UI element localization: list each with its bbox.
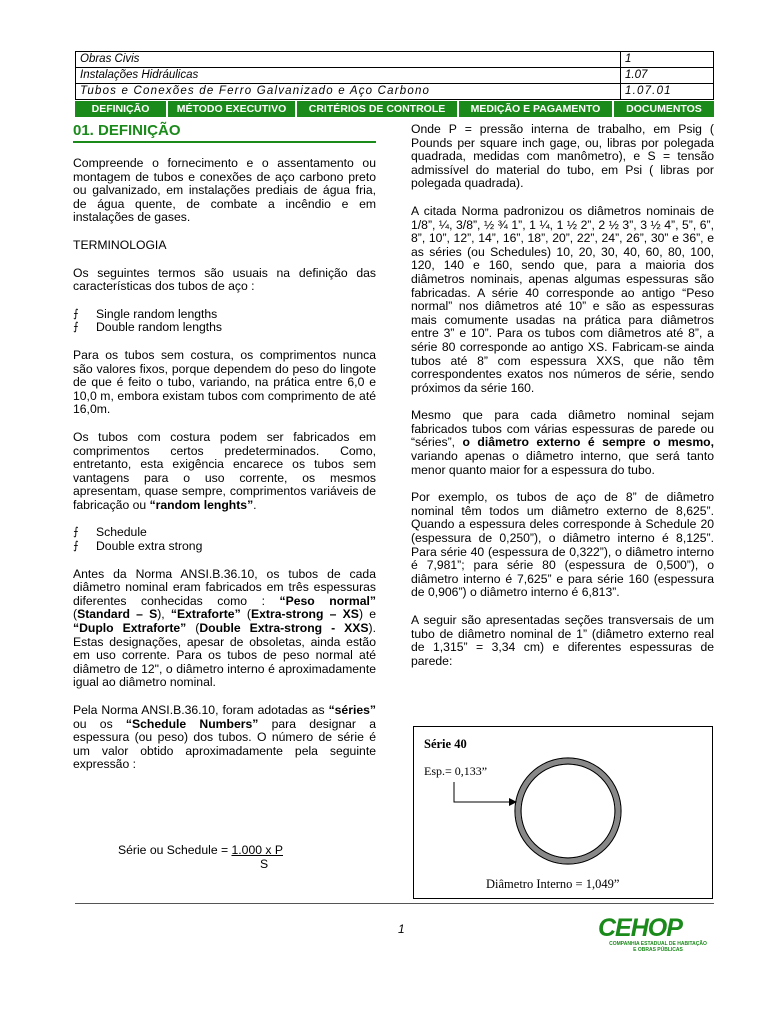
header-item-code: 1.07.01 <box>621 84 714 100</box>
paragraph-norma-series: Pela Norma ANSI.B.36.10, foram adotadas as “séries” ou os “Schedule Numbers” para designar a espessura (ou peso) dos tubos. O número de série é um valor obtido aproximadamente pela seguinte expressão : <box>73 703 376 772</box>
header-subcategory-code: 1.07 <box>621 68 714 84</box>
formula-denominator: S <box>260 857 269 871</box>
header-subcategory: Instalações Hidráulicas <box>76 68 621 84</box>
page-number: 1 <box>398 922 405 936</box>
logo-name: CEHOP <box>598 914 682 942</box>
figure-caption: Diâmetro Interno = 1,049” <box>486 877 620 891</box>
logo-subtitle-2: E OBRAS PÚBLICAS <box>633 947 683 953</box>
paragraph-welded: Os tubos com costura podem ser fabricados em comprimentos certos predeterminados. Como, entretanto, esta exigência encarece os tubos sem vantagens para o uso corrente, os mesmos apresentam, quase sempre, comprimentos variáveis de fabricação ou “random lenghts”. <box>73 429 376 512</box>
paragraph-terms-intro: Os seguintes termos são usuais na definição das características dos tubos de aço : <box>73 265 376 294</box>
tab-definicao[interactable]: DEFINIÇÃO <box>75 101 166 117</box>
section-title: 01. DEFINIÇÃO <box>73 122 376 143</box>
paragraph-diameters: A citada Norma padronizou os diâmetros nominais de 1/8”, ¼, 3/8”, ½ ¾ 1”, 1 ¼, 1 ½ 2”, 2 ½ 3”, 3 ½ 4”, 5”, 6”, 8”, 10”, 12”, 14”, 16”, 18”, 20”, 22”, 24”, 26”, 30” e 36”, e as séries (ou Schedules) 10, 20, 30, 40, 60, 80, 100, 120, 140 e 160, sendo que, para a maioria dos diâmetros nominais, apenas algumas espessuras são fabricadas. A série 40 corresponde ao antigo “Peso normal” nos diâmetros até 10” e são as espessuras mais comumente usadas na prática para diâmetros entre 3” e 10”. Para os tubos com diâmetros até 8”, a série 80 corresponde ao antigo XS. Fabricam-se ainda tubos até 8” com espessura XXS, que não têm correspondentes exatos nos números de série, sendo próximos da série 160. <box>411 203 714 395</box>
bullet-icon: ⨍ <box>73 526 79 539</box>
formula-numerator: 1.000 x P <box>231 843 283 857</box>
bullet-list-lengths <box>73 308 376 335</box>
logo-subtitle-1: COMPANHIA ESTADUAL DE HABITAÇÃO <box>609 941 707 947</box>
header-item: Tubos e Conexões de Ferro Galvanizado e Aço Carbono <box>76 84 621 100</box>
cehop-logo <box>598 915 718 955</box>
document-header <box>75 51 714 100</box>
section-tabs <box>75 101 714 117</box>
paragraph-scope: Compreende o fornecimento e o assentamento ou montagem de tubos e conexões de aço carbono preto ou galvanizado, em instalações prediais de água fria, de água quente, de combate a incêndio e em instalações de gases. <box>73 156 376 225</box>
header-category-code: 1 <box>621 52 714 68</box>
right-column <box>411 123 714 682</box>
bullet-list-schedule <box>73 526 376 553</box>
heading-terminologia: TERMINOLOGIA <box>73 237 167 252</box>
pipe-section-figure <box>413 726 713 899</box>
paragraph-external-diameter: Mesmo que para cada diâmetro nominal sejam fabricados tubos com várias espessuras de parede ou “séries”, o diâmetro externo é sempre o mesmo, variando apenas o diâmetro interno, que será tanto menor quanto maior for a espessura do tubo. <box>411 408 714 477</box>
paragraph-before-norma: Antes da Norma ANSI.B.36.10, os tubos de cada diâmetro nominal eram fabricados em três espessuras diferentes conhecidas como : “Peso normal” (Standard – S), “Extraforte” (Extra-strong – XS) e “Duplo Extraforte” (Double Extra-strong - XXS). Estas designações, apesar de obsoletas, ainda estão em uso corrente. Para os tubos de peso normal até diâmetro de 12", o diâmetro interno é aproximadamente igual ao diâmetro nominal. <box>73 566 376 690</box>
paragraph-seamless: Para os tubos sem costura, os comprimentos nunca são valores fixos, porque dependem do peso do lingote de que é feito o tubo, variando, na prática entre 6,0 e 10,0 m, embora existam tubos com comprimento de até 16,0m. <box>73 347 376 417</box>
tab-metodo-executivo[interactable]: MÉTODO EXECUTIVO <box>168 101 295 117</box>
bullet-icon: ⨍ <box>73 540 79 553</box>
list-item: ⨍ Schedule <box>73 525 147 540</box>
bullet-icon: ⨍ <box>73 321 79 334</box>
tab-medicao-e-pagamento[interactable]: MEDIÇÃO E PAGAMENTO <box>459 101 612 117</box>
paragraph-sections-intro: A seguir são apresentadas seções transversais de um tubo de diâmetro nominal de 1” (diâmetro externo real de 1,315” = 3,34 cm) e diferentes espessuras de parede: <box>411 613 714 668</box>
list-item: ⨍ Double extra strong <box>73 539 203 554</box>
schedule-formula: Série ou Schedule = 1.000 x P S <box>118 843 283 871</box>
tab-criterios-de-controle[interactable]: CRITÉRIOS DE CONTROLE <box>297 101 457 117</box>
pipe-wall <box>518 761 618 861</box>
figure-thickness-label: Esp.= 0,133” <box>424 764 488 778</box>
header-category: Obras Civis <box>76 52 621 68</box>
tab-documentos[interactable]: DOCUMENTOS <box>614 101 714 117</box>
paragraph-example: Por exemplo, os tubos de aço de 8” de diâmetro nominal têm todos um diâmetro externo de 8,625”. Quando a espessura deles corresponde à Schedule 20 (espessura de 0,250”), o diâmetro interno é 8,125”. Para série 40 (espessura de 0,322”), o diâmetro interno é 7,981”; para série 80 (espessura de 0,500”), o diâmetro interno é 7,625” e para série 160 (espessura de 0,906”) o diâmetro interno é 6,813”. <box>411 490 714 600</box>
pipe-cross-section-drawing <box>414 727 712 898</box>
left-column <box>73 157 376 786</box>
paragraph-where: Onde P = pressão interna de trabalho, em Psig ( Pounds per square inch gage, ou, libras por polegada quadrada, medidas com manômetro), e S = tensão admissível do material do tubo, em Psi ( libras por polegada quadrada). <box>411 122 714 191</box>
figure-title: Série 40 <box>424 737 467 751</box>
footer-divider <box>75 903 714 904</box>
bullet-icon: ⨍ <box>73 307 79 320</box>
list-item: ⨍ Single random lengths <box>73 306 218 321</box>
pointer-line <box>454 782 509 802</box>
list-item: ⨍ Double random lengths <box>73 320 223 335</box>
